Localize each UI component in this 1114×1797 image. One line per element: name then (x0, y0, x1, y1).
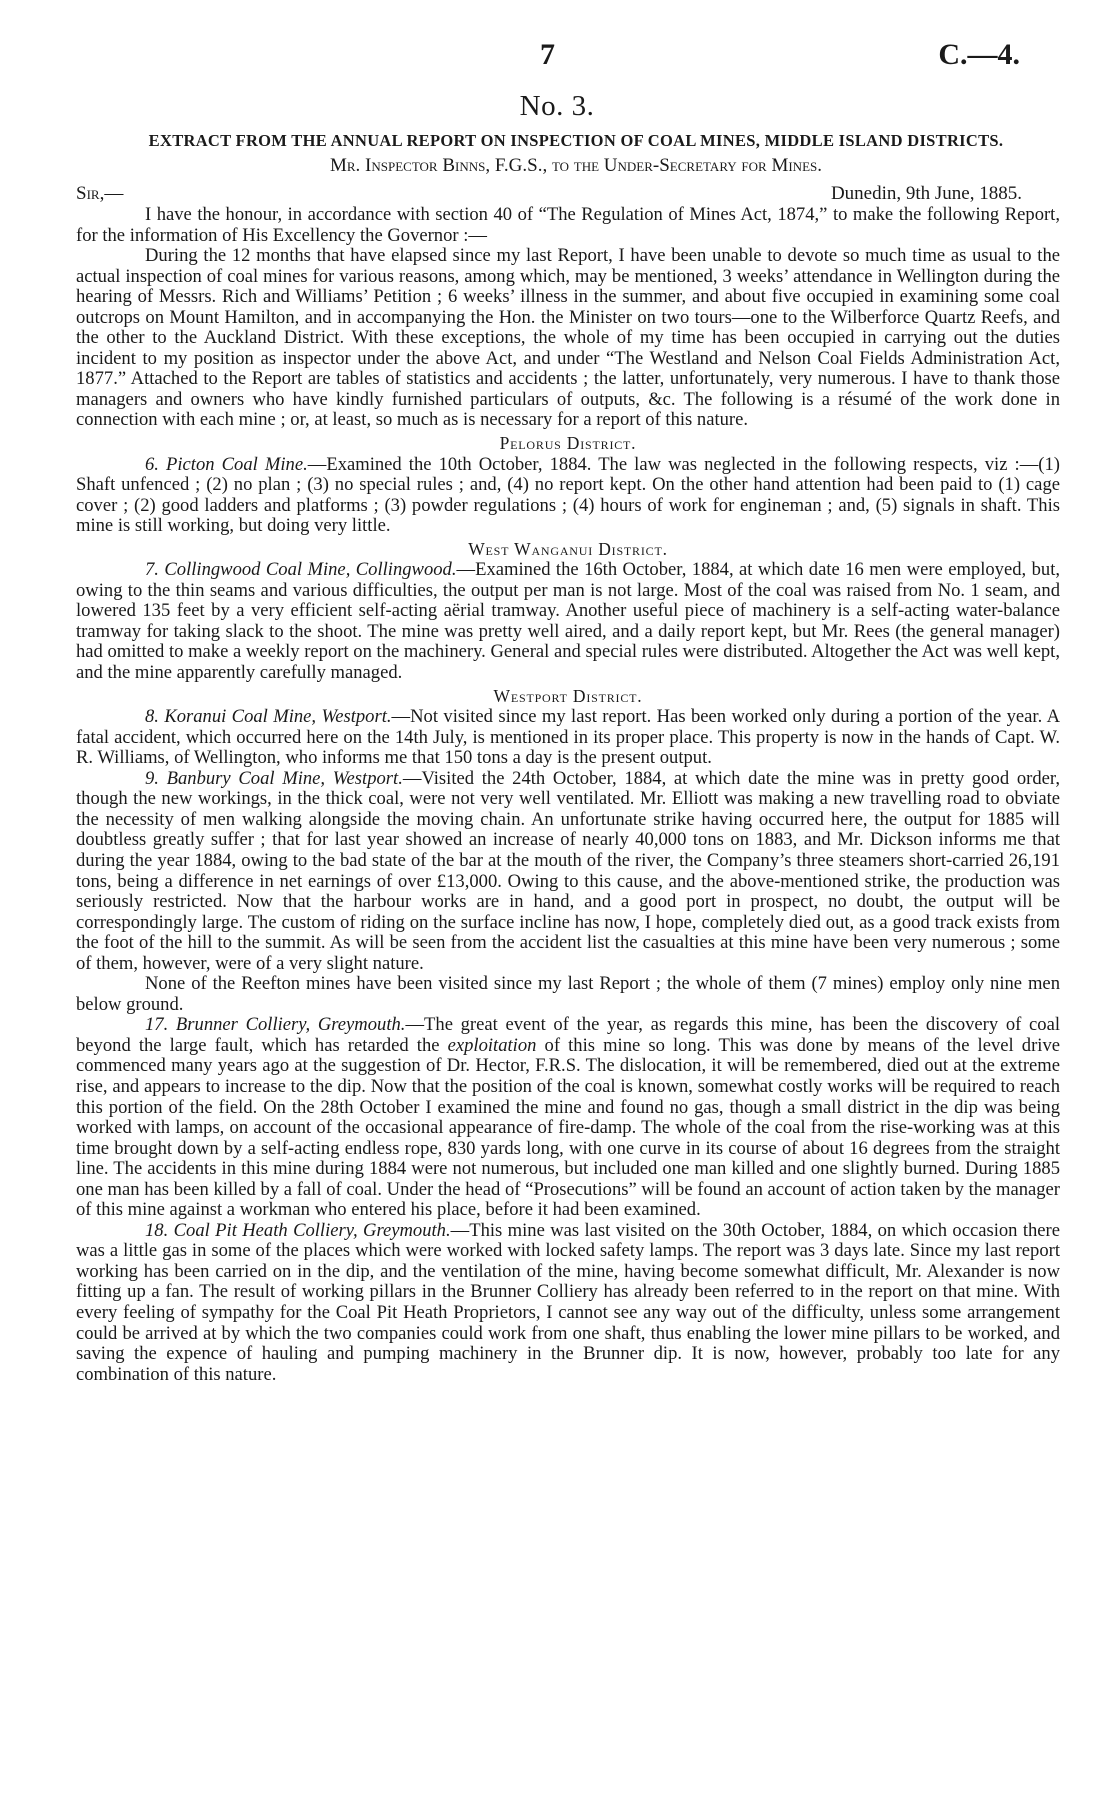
document-number: No. 3. (519, 90, 595, 122)
reefton-paragraph: None of the Reefton mines have been visited since my last Report ; the whole of them (7 mines) employ only nine men below ground. (76, 973, 1060, 1015)
intro-paragraph: During the 12 months that have elapsed since my last Report, I have been unable to devote so much time as usual to the actual inspection of coal mines for various reasons, among which, may be mentioned, 3 weeks’ attendance in Wellington during the hearing of Messrs. Rich and Williams’ Petition ; 6 weeks’ illness in the summer, and about five occupied in examining some coal outcrops on Mount Hamilton, and in accompanying the Hon. the Minister on two tours—one to the Wilberforce Quartz Reefs, and the other to the Auckland District. With these exceptions, the whole of my time has been occupied in carrying out the duties incident to my position as inspector under the above Act, and under “The Westland and Nelson Coal Fields Administration Act, 1877.” Attached to the Report are tables of statistics and accidents ; the latter, unfortunately, very numerous. I have to thank those managers and owners who have kindly furnished particulars of outputs, &c. The following is a résumé of the work done in connection with each mine ; or, at least, so much as is necessary for a report of this nature. (76, 245, 1060, 431)
mine-entry-picton (76, 455, 1060, 537)
mine-entry-text: —Not visited since my last report. Has been worked only during a portion of the year. A fatal accident, which occurred here on the 14th July, is mentioned in its proper place. This property is now in the hands of Capt. W. R. Williams, of Wellington, who informs me that 150 tons a day is the present output. (76, 706, 1060, 769)
mine-entry-koranui (76, 707, 1060, 769)
document-reference: C.—4. (938, 38, 1020, 71)
emphasized-word: exploitation (447, 1034, 537, 1056)
report-body (76, 205, 1060, 1385)
byline: Mr. Inspector Binns, F.G.S., to the Under-Secretary for Mines. (329, 155, 822, 176)
section-heading-westport: Westport District. (493, 685, 643, 706)
mine-entry-banbury (76, 769, 1060, 974)
dateline: Dunedin, 9th June, 1885. (830, 183, 1022, 204)
mine-entry-brunner (76, 1015, 1060, 1220)
mine-entry-text: of this mine so long. This was done by means of the level drive commenced many years ago at the suggestion of Dr. Hector, F.R.S. The dislocation, it will be remembered, died out at the extreme rise, and appears to increase to the dip. Now that the position of the coal is known, somewhat costly works will be required to reach this portion of the field. On the 28th October I examined the mine and found no gas, though a small district in the dip was being worked with lamps, on account of the occasional appearance of fire-damp. The whole of the coal from the rise-working was at this time brought down by a self-acting endless rope, 830 yards long, with one curve in its course of about 16 degrees from the straight line. The accidents in this mine during 1884 were not numerous, but included one man killed and one slightly burned. During 1885 one man has been killed by a fall of coal. Under the head of “Prosecutions” will be found an account of action taken by the manager of this mine against a workman who entered his place, before it had been examined. (76, 1034, 1060, 1221)
mine-entry-text: —This mine was last visited on the 30th October, 1884, on which occasion there was a little gas in some of the places which were worked with locked safety lamps. The report was 3 days late. Since my last report working has been carried on in the dip, and the ventilation of the mine, having become somewhat difficult, Mr. Alexander is now fitting up a fan. The result of working pillars in the Brunner Colliery has already been referred to in the report on that mine. With every feeling of sympathy for the Coal Pit Heath Proprietors, I cannot see any way out of the difficulty, unless some arrangement could be arrived at by which the two companies could work from one shaft, thus enabling the lower mine pillars to be worked, and saving the expence of hauling and pumping machinery in the Brunner dip. It is now, however, probably too late for any combination of this nature. (76, 1219, 1060, 1385)
extract-title: EXTRACT FROM THE ANNUAL REPORT ON INSPECTION OF COAL MINES, MIDDLE ISLAND DISTRICTS. (148, 131, 1004, 150)
intro-paragraph: I have the honour, in accordance with section 40 of “The Regulation of Mines Act, 1874,” to make the following Report, for the information of His Excellency the Governor :— (76, 204, 1060, 246)
page-number: 7 (540, 38, 555, 71)
section-heading-west-wanganui: West Wanganui District. (468, 538, 668, 559)
mine-name: 8. Koranui Coal Mine, Westport. (145, 706, 392, 728)
mine-entry-text: —Examined the 10th October, 1884. The law was neglected in the following respects, viz :—(1) Shaft unfenced ; (2) no plan ; (3) no special rules ; and, (4) no report kept. On the other hand attention had been paid to (1) cage cover ; (2) good ladders and platforms ; (3) powder regulations ; (4) hours of work for engineman ; and, (5) signals in shaft. This mine is still working, but doing very little. (76, 453, 1060, 537)
mine-entry-text: —Examined the 16th October, 1884, at which date 16 men were employed, but, owing to the thin seams and various difficulties, the output per man is not large. Most of the coal was raised from No. 1 seam, and lowered 135 feet by a very efficient self-acting aërial tramway. Another useful piece of machinery is a self-acting water-balance tramway for taking slack to the shoot. The mine was pretty well aired, and a daily report kept, but Mr. Rees (the general manager) had omitted to make a weekly report on the machinery. General and special rules were distributed. Altogether the Act was well kept, and the mine apparently carefully managed. (76, 559, 1061, 684)
mine-name: 7. Collingwood Coal Mine, Collingwood. (145, 559, 457, 581)
mine-name: 18. Coal Pit Heath Colliery, Greymouth. (145, 1219, 451, 1241)
salutation: Sir,— (76, 183, 124, 204)
section-heading-pelorus: Pelorus District. (499, 433, 637, 454)
mine-name: 6. Picton Coal Mine. (145, 453, 308, 475)
page-header (0, 38, 1114, 72)
mine-name: 9. Banbury Coal Mine, Westport. (145, 767, 403, 789)
mine-entry-text: —The great event of the year, as regards this mine, has been the discovery of coal beyond the large fault, which has retarded the (76, 1014, 1060, 1056)
mine-entry-coal-pit-heath (76, 1221, 1060, 1385)
mine-name: 17. Brunner Colliery, Greymouth. (145, 1014, 406, 1036)
mine-entry-text: —Visited the 24th October, 1884, at which date the mine was in pretty good order, though the new workings, in the thick coal, were not very well ventilated. Mr. Elliott was making a new travelling road to obviate the necessity of men walking alongside the moving chain. An unfortunate strike having occurred here, the output for 1885 will doubtless greatly suffer ; that for last year showed an increase of nearly 40,000 tons on 1883, and Mr. Dickson informs me that during the year 1884, owing to the bad state of the bar at the mouth of the river, the Company’s three steamers short-carried 26,191 tons, being a difference in net earnings of over £13,000. Owing to this cause, and the above-mentioned strike, the production was seriously restricted. Now that the harbour works are in hand, and a good port in prospect, no doubt, the output will be correspondingly large. The custom of riding on the surface incline has now, I hope, completely died out, as a good track exists from the foot of the hill to the summit. As will be seen from the accident list the casualties at this mine have been very numerous ; some of them, however, were of a very slight nature. (76, 767, 1060, 974)
mine-entry-collingwood (76, 560, 1060, 683)
